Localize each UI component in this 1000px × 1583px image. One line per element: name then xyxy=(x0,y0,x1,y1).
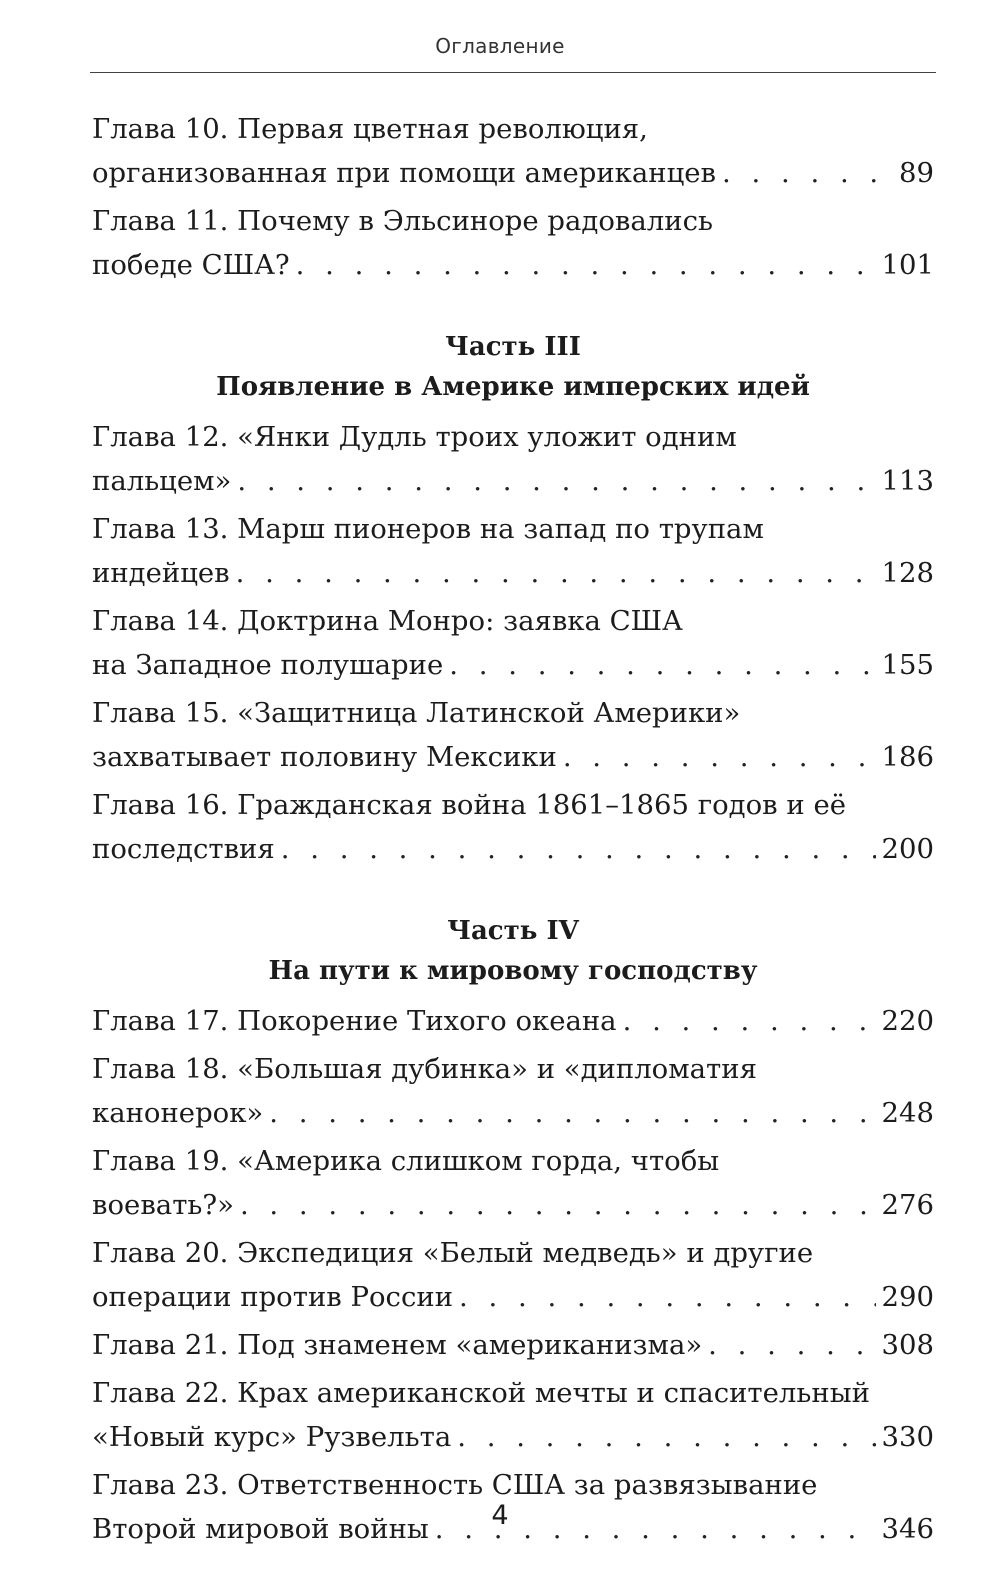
page-number: 290 xyxy=(881,1281,934,1313)
dot-leader xyxy=(296,243,876,287)
header-rule xyxy=(90,72,936,73)
entry-title-line: на Западное полушарие xyxy=(92,649,444,681)
entry-title-line: захватывает половину Мексики xyxy=(92,741,557,773)
entry-title-line: Глава 23. Ответственность США за развязывание xyxy=(92,1469,818,1501)
entry-title-line: организованная при помощи американцев xyxy=(92,157,717,189)
toc-entry xyxy=(92,415,934,503)
entry-title-line: Глава 22. Крах американской мечты и спасительный xyxy=(92,1377,870,1409)
toc-entry xyxy=(92,107,934,195)
page-number: 101 xyxy=(881,249,934,281)
entry-title-line: индейцев xyxy=(92,557,230,589)
page-number: 89 xyxy=(899,157,934,189)
toc-entry xyxy=(92,1047,934,1135)
dot-leader xyxy=(237,459,875,503)
dot-leader xyxy=(269,1091,875,1135)
toc-entry xyxy=(92,999,934,1043)
page-number: 128 xyxy=(881,557,934,589)
dot-leader xyxy=(708,1323,875,1367)
dot-leader xyxy=(240,1183,876,1227)
page-number: 200 xyxy=(881,833,934,865)
entry-title-line: победе США? xyxy=(92,249,290,281)
dot-leader xyxy=(236,551,876,595)
entry-title-line: Второй мировой войны xyxy=(92,1513,429,1545)
page-folio: 4 xyxy=(491,1500,509,1531)
page-number: 220 xyxy=(881,1005,934,1037)
page-number: 346 xyxy=(881,1513,934,1545)
part-heading xyxy=(92,911,934,991)
toc-entry xyxy=(92,691,934,779)
dot-leader xyxy=(281,827,876,871)
table-of-contents xyxy=(92,107,934,1555)
part-title: Появление в Америке имперских идей xyxy=(216,372,810,402)
dot-leader xyxy=(457,1415,875,1459)
page-number: 248 xyxy=(881,1097,934,1129)
entry-title-line: Глава 20. Экспедиция «Белый медведь» и другие xyxy=(92,1237,814,1269)
page-number: 308 xyxy=(881,1329,934,1361)
entry-title-line: Глава 14. Доктрина Монро: заявка США xyxy=(92,605,683,637)
entry-title-line: «Новый курс» Рузвельта xyxy=(92,1421,452,1453)
dot-leader xyxy=(563,735,876,779)
entry-title-line: Глава 17. Покорение Тихого океана xyxy=(92,1005,617,1037)
page-number: 186 xyxy=(881,741,934,773)
entry-title-line: Глава 10. Первая цветная революция, xyxy=(92,113,648,145)
page-number: 276 xyxy=(881,1189,934,1221)
page-number: 330 xyxy=(881,1421,934,1453)
entry-title-line: Глава 12. «Янки Дудль троих уложит одним xyxy=(92,421,737,453)
toc-entry xyxy=(92,1139,934,1227)
dot-leader xyxy=(623,999,876,1043)
part-title: На пути к мировому господству xyxy=(268,956,758,986)
part-label: Часть IV xyxy=(447,916,579,946)
entry-title-line: Глава 19. «Америка слишком горда, чтобы xyxy=(92,1145,720,1177)
toc-entry xyxy=(92,1231,934,1319)
toc-entry xyxy=(92,783,934,871)
entry-title-line: Глава 11. Почему в Эльсиноре радовались xyxy=(92,205,713,237)
dot-leader xyxy=(722,151,893,195)
entry-title-line: пальцем» xyxy=(92,465,232,497)
entry-title-line: Глава 18. «Большая дубинка» и «дипломатия xyxy=(92,1053,757,1085)
entry-title-line: последствия xyxy=(92,833,275,865)
entry-title-line: воевать?» xyxy=(92,1189,234,1221)
page-number: 113 xyxy=(881,465,934,497)
toc-entry xyxy=(92,507,934,595)
entry-title-line: Глава 21. Под знаменем «американизма» xyxy=(92,1329,703,1361)
entry-title-line: Глава 13. Марш пионеров на запад по трупам xyxy=(92,513,764,545)
toc-entry xyxy=(92,1371,934,1459)
dot-leader xyxy=(459,1275,875,1319)
part-heading xyxy=(92,327,934,407)
entry-title-line: операции против России xyxy=(92,1281,454,1313)
entry-title-line: Глава 16. Гражданская война 1861–1865 годов и её xyxy=(92,789,846,821)
toc-entry xyxy=(92,599,934,687)
part-label: Часть III xyxy=(445,332,581,362)
running-head: Оглавление xyxy=(435,34,565,58)
entry-title-line: Глава 15. «Защитница Латинской Америки» xyxy=(92,697,741,729)
toc-entry xyxy=(92,1323,934,1367)
entry-title-line: канонерок» xyxy=(92,1097,264,1129)
page-number: 155 xyxy=(881,649,934,681)
dot-leader xyxy=(449,643,875,687)
toc-entry xyxy=(92,199,934,287)
